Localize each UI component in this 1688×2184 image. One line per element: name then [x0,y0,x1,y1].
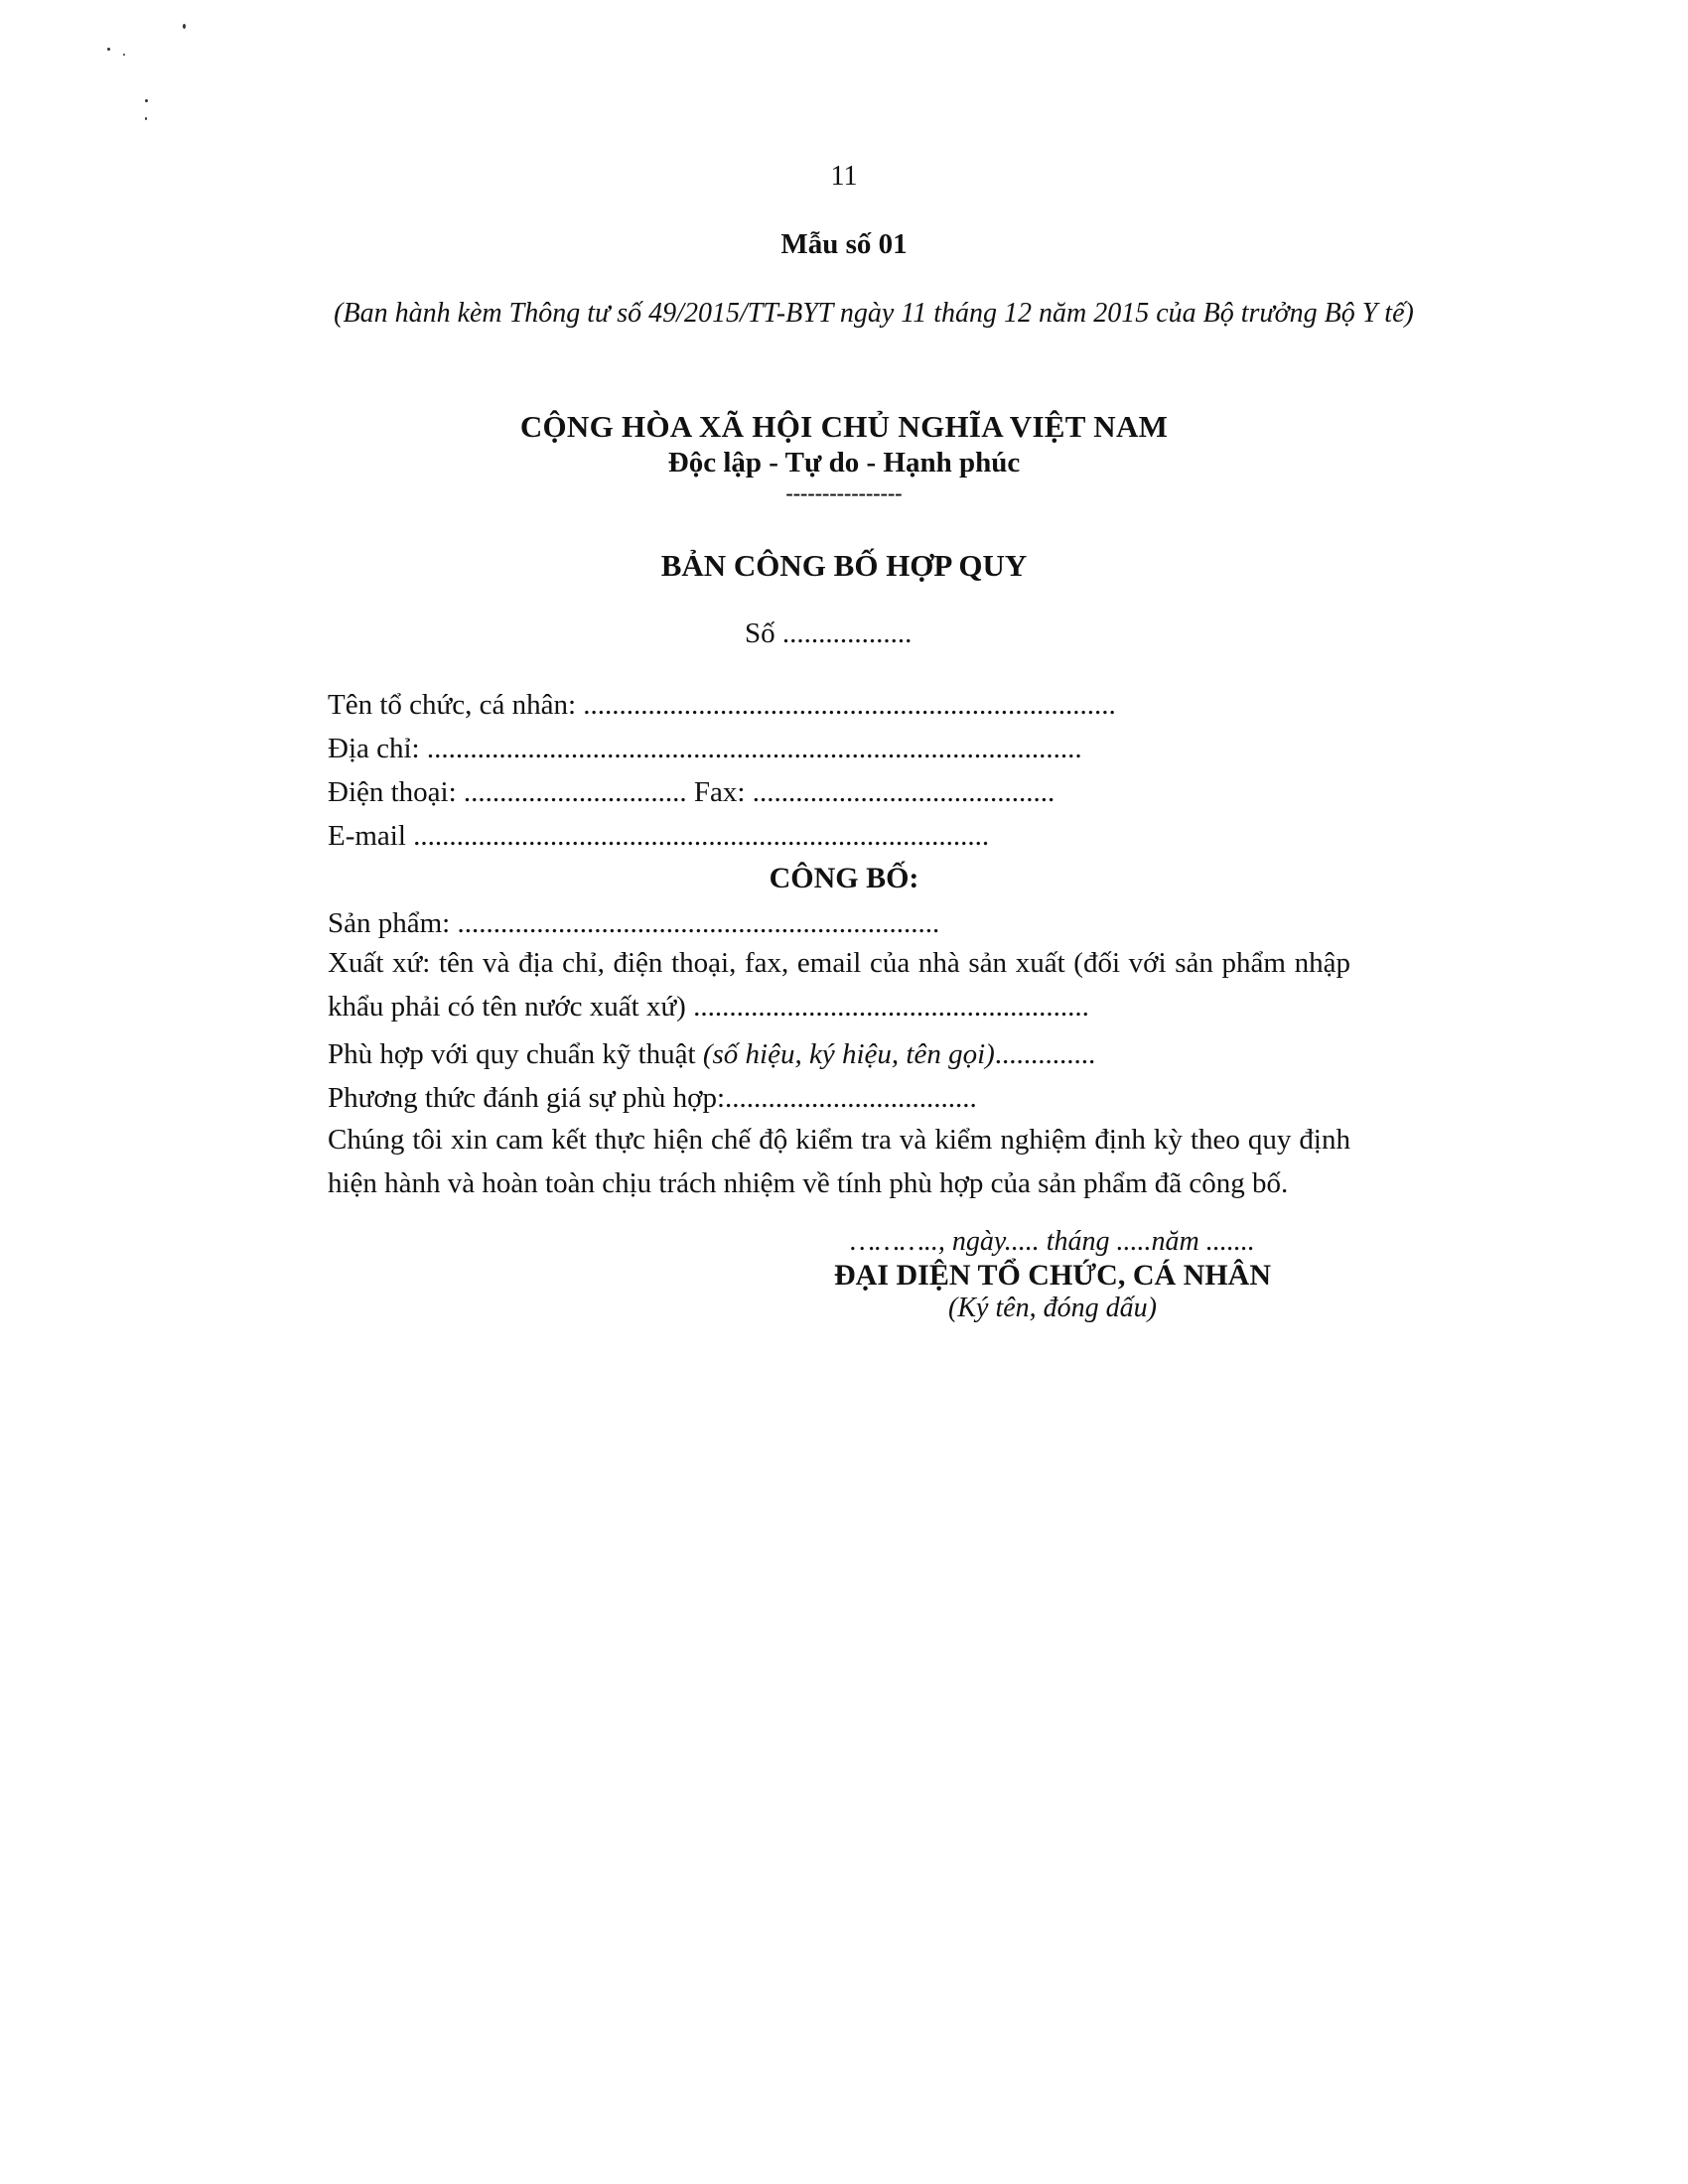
document-title: BẢN CÔNG BỐ HỢP QUY [660,548,1028,583]
signature-note: (Ký tên, đóng dấu) [948,1293,1157,1323]
commitment-statement: Chúng tôi xin cam kết thực hiện chế độ kiểm tra và kiểm nghiệm định kỳ theo quy định hiện hành và hoàn toàn chịu trách nhiệm về tính phù hợp của sản phẩm đã công bố. [328,1124,1350,1199]
scan-speck [145,99,148,102]
scan-speck [145,117,147,120]
conformity-blank: .............. [994,1038,1096,1070]
signature-date-line: ……….., ngày..... tháng .....năm ....... [850,1226,1255,1257]
issued-note: (Ban hành kèm Thông tư số 49/2015/TT-BYT ngày 11 tháng 12 năm 2015 của Bộ trưởng Bộ Y tế) [334,298,1414,329]
phone-fax-field: Điện thoại: ............................... Fax: .......................................... [328,776,1055,808]
conformity-label: Phù hợp với quy chuẩn kỹ thuật [328,1038,703,1070]
assessment-method-field: Phương thức đánh giá sự phù hợp:................................... [328,1082,977,1114]
signature-role: ĐẠI DIỆN TỔ CHỨC, CÁ NHÂN [833,1259,1272,1292]
scan-speck [107,48,110,51]
scan-speck [123,54,125,56]
product-field: Sản phẩm: ................................................................... [328,907,940,939]
declare-heading: CÔNG BỐ: [769,862,919,894]
email-field: E-mail ................................................................................ [328,820,990,852]
origin-field: Xuất xứ: tên và địa chỉ, điện thoại, fax, email của nhà sản xuất (đối với sản phẩm nhập khẩu phải có tên nước xuất xứ) ....................................................... [328,947,1350,1023]
document-number-field: Số .................. [745,617,913,649]
form-title: Mẫu số 01 [780,228,908,260]
republic-heading: CỘNG HÒA XÃ HỘI CHỦ NGHĨA VIỆT NAM [519,409,1169,444]
conformity-hint: (số hiệu, ký hiệu, tên gọi) [702,1038,995,1070]
page-number: 11 [830,161,858,192]
address-field: Địa chỉ: ........................................................................................... [328,733,1082,764]
header-divider: ---------------- [785,480,903,505]
national-motto: Độc lập - Tự do - Hạnh phúc [667,447,1021,478]
conformity-field [328,1038,1095,1071]
scan-speck [183,24,186,29]
org-name-field: Tên tổ chức, cá nhân: .......................................................................... [328,689,1116,721]
